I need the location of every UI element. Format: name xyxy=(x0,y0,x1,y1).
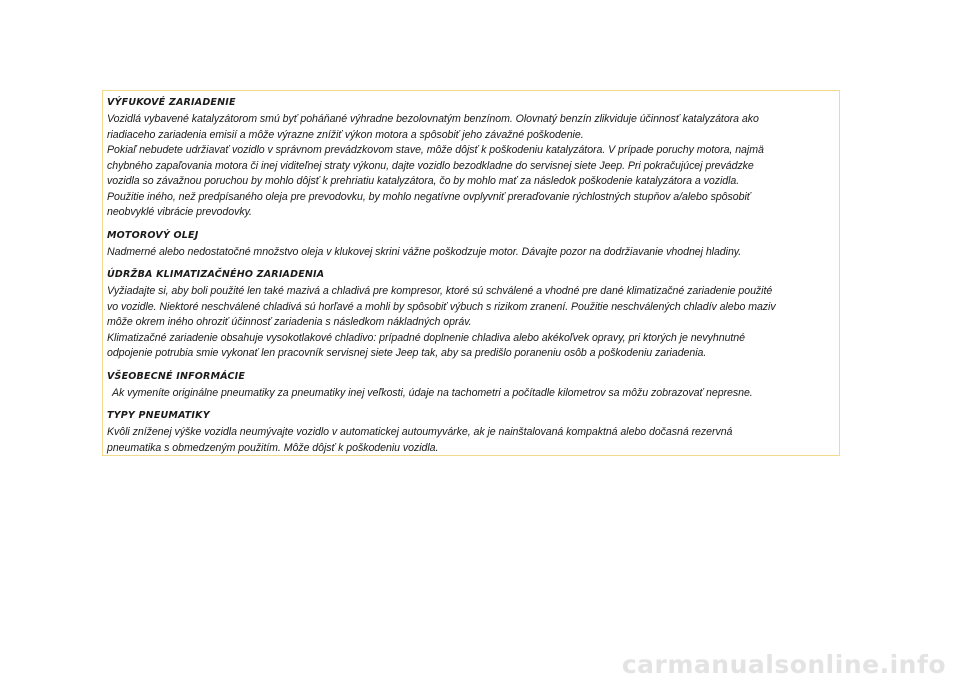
paragraph-line: Pokiaľ nebudete udržiavať vozidlo v správnom prevádzkovom stave, môže dôjsť k poškodeniu katalyzátora. V prípade poruchy motora, najmä xyxy=(107,144,764,156)
paragraph-line: Použitie iného, než predpísaného oleja pre prevodovku, by mohlo negatívne ovplyvniť preraďovanie rýchlostných stupňov a/alebo spôsobiť xyxy=(107,190,751,203)
section-heading: TYPY PNEUMATIKY xyxy=(107,410,210,421)
paragraph-line: neobvyklé vibrácie prevodovky. xyxy=(107,206,252,218)
paragraph-line: Vozidlá vybavené katalyzátorom smú byť poháňané výhradne bezolovnatým benzínom. Olovnatý benzín zlikviduje účinnosť katalyzátora ako xyxy=(107,113,759,125)
section-tyre-types xyxy=(107,409,835,456)
paragraph-line: odpojenie potrubia smie vykonať len pracovník servisnej siete Jeep tak, aby sa predišlo poraneniu osôb a poškodeniu zariadenia. xyxy=(107,347,707,359)
paragraph-line: môže okrem iného ohroziť účinnosť zariadenia s následkom nákladných opráv. xyxy=(107,316,472,328)
watermark: carmanualsonline.info xyxy=(621,650,946,679)
section-engine-oil xyxy=(107,229,835,261)
note-box xyxy=(102,90,840,456)
paragraph-line: Klimatizačné zariadenie obsahuje vysokotlakové chladivo: prípadné doplnenie chladiva alebo akékoľvek opravy, pri ktorých je nevyhnutné xyxy=(107,331,745,344)
paragraph-line: Kvôli zníženej výške vozidla neumývajte vozidlo v automatickej autoumyvárke, ak je nainštalovaná kompaktná alebo dočasná rezervná xyxy=(107,426,733,438)
section-heading: ÚDRŽBA KLIMATIZAČNÉHO ZARIADENIA xyxy=(107,269,325,280)
paragraph-line: vozidla so závažnou poruchou by mohlo dôjsť k prehriatiu katalyzátora, čo by mohlo mať za následok poškodenie katalyzátora a vozidla. xyxy=(107,175,740,187)
section-general-information xyxy=(107,370,835,402)
section-heading: MOTOROVÝ OLEJ xyxy=(107,229,199,241)
paragraph-line: vo vozidle. Niektoré neschválené chladivá sú horľavé a mohli by spôsobiť výbuch s rizikom zranení. Použitie neschválených chladív alebo maziv xyxy=(107,300,776,313)
paragraph-line: Vyžiadajte si, aby boli použité len také mazivá a chladivá pre kompresor, ktoré sú schválené a vhodné pre dané klimatizačné zariadenie použité xyxy=(107,285,773,297)
paragraph-line: riadiaceho zariadenia emisií a môže výrazne znížiť výkon motora a spôsobiť jeho závažné poškodenie. xyxy=(107,128,584,141)
section-ac-maintenance xyxy=(107,268,835,362)
section-exhaust-system xyxy=(107,96,835,221)
paragraph-line: Nadmerné alebo nedostatočné množstvo oleja v klukovej skrini vážne poškodzuje motor. Dávajte pozor na dodržiavanie vhodnej hladiny. xyxy=(107,245,742,258)
paragraph-line: Ak vymeníte originálne pneumatiky za pneumatiky inej veľkosti, údaje na tachometri a počítadle kilometrov sa môžu zobrazovať nepresne. xyxy=(112,386,753,399)
section-heading: VŠEOBECNÉ INFORMÁCIE xyxy=(107,370,246,382)
section-heading: VÝFUKOVÉ ZARIADENIE xyxy=(107,97,236,108)
paragraph-line: chybného zapaľovania motora či inej viditeľnej straty výkonu, dajte vozidlo bezodkladne do servisnej siete Jeep. Pri pokračujúcej prevádzke xyxy=(107,159,754,172)
paragraph-line: pneumatika s obmedzeným použitím. Môže dôjsť k poškodeniu vozidla. xyxy=(107,441,439,454)
